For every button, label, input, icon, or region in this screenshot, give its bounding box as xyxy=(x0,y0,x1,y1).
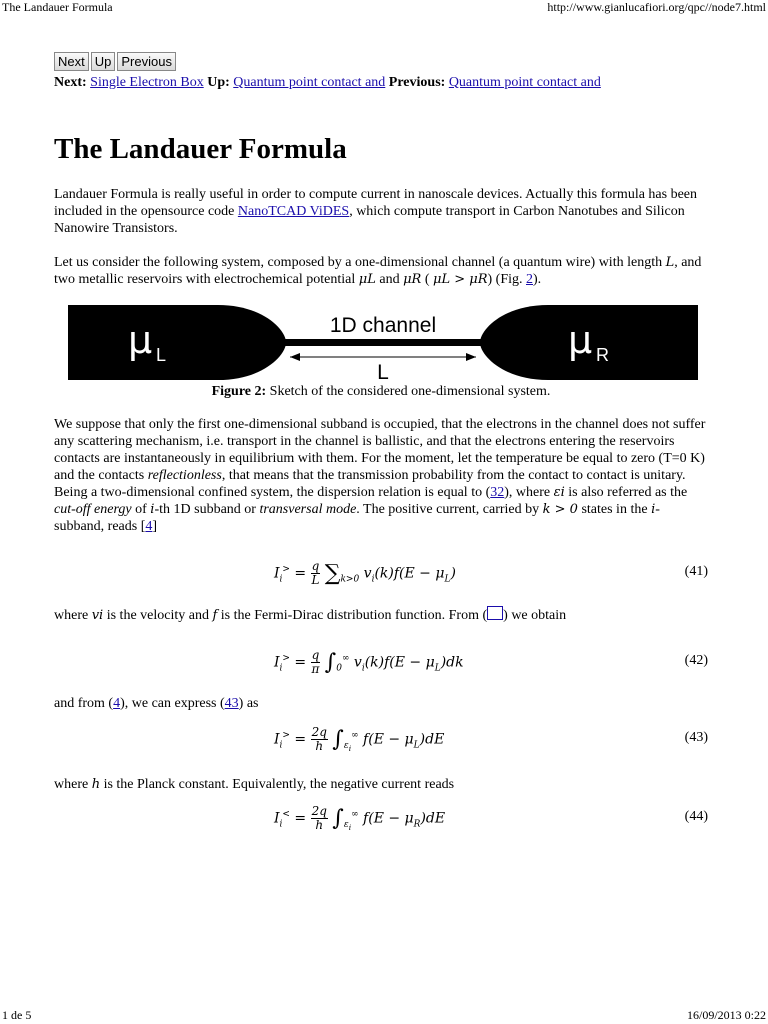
left-reservoir xyxy=(68,305,286,380)
channel-wire xyxy=(278,339,488,346)
equation-44-expression: $I_i^<$ = $\frac{2q}{h}$ $\int_{\varepsilon_i}^\infty$ $f(E - \mu_R)dE$ xyxy=(274,804,446,832)
text: where xyxy=(54,608,92,623)
text: is the Planck constant. Equivalently, the negative current reads xyxy=(100,777,455,792)
text: and from ( xyxy=(54,696,114,711)
previous-button[interactable]: Previous xyxy=(117,52,176,71)
page-content xyxy=(54,52,708,845)
math-epsilon-i: εi xyxy=(553,485,565,500)
next-label: Next: xyxy=(54,75,87,90)
text: , which compute transport in Carbon Nanotubes and Silicon Nanowire Transistors. xyxy=(54,204,685,236)
previous-label: Previous: xyxy=(388,75,446,90)
paragraph-planck xyxy=(54,776,708,793)
ref-4-link[interactable]: 4 xyxy=(145,519,153,534)
equation-43-number: (43) xyxy=(684,730,708,745)
text: is the velocity and xyxy=(103,608,213,623)
math-f: f xyxy=(212,608,218,623)
emphasis-reflectionless: reflectionless xyxy=(147,468,222,483)
mu-left-subscript: L xyxy=(156,345,167,365)
paragraph-express xyxy=(54,695,708,712)
math-k-positive: k > 0 xyxy=(542,502,578,517)
nanotcad-vides-link[interactable]: NanoTCAD ViDES xyxy=(237,204,350,219)
paragraph-intro xyxy=(54,186,708,237)
equation-42-number: (42) xyxy=(684,653,708,668)
mu-left-symbol: μ xyxy=(128,318,153,362)
text: ( xyxy=(421,272,434,287)
text: , that means that the transmission probability from the contact to contact is unitary. Being a two-dimensional confined system, the dispersion relation is equal to ( xyxy=(54,468,686,500)
equation-44 xyxy=(54,797,708,845)
paragraph-velocity xyxy=(54,606,708,624)
equation-44-number: (44) xyxy=(684,809,708,824)
up-link[interactable]: Quantum point contact and xyxy=(233,75,386,90)
text: ) we obtain xyxy=(503,608,567,623)
emphasis-cutoff-energy: cut-off energy xyxy=(54,502,132,517)
text: We suppose that only the first one-dimensional subband is occupied, that the electrons in the channel does not suffer any scattering mechanism, i.e. transport in the channel is ballistic, and that the electrons entering the reservoirs contacts are instantaneously in equilibrium with them. For the moment, let the temperature be equal to zero (T=0 K) and the contacts xyxy=(54,417,706,483)
text: . The positive current, carried by xyxy=(356,502,543,517)
mu-right-symbol: μ xyxy=(568,318,593,362)
math-h: h xyxy=(91,777,101,792)
equation-42-expression: $I_i^>$ = $\frac{q}{\pi}$ $\int_0^\infty$ $v_i(k)f(E - \mu_L)dk$ xyxy=(274,648,464,676)
math-muL: μL xyxy=(358,272,376,287)
caption-text: Sketch of the considered one-dimensional system. xyxy=(266,384,551,399)
math-i: i xyxy=(150,502,155,517)
text: states in the xyxy=(577,502,652,517)
paragraph-assumptions xyxy=(54,416,708,535)
text: and xyxy=(375,272,404,287)
text: is the Fermi-Dirac distribution function. From ( xyxy=(217,608,488,623)
text: ) as xyxy=(238,696,259,711)
mu-right-subscript: R xyxy=(596,345,609,365)
math-vi: vi xyxy=(91,608,104,623)
nav-buttons xyxy=(54,52,708,71)
up-label: Up: xyxy=(207,75,230,90)
math-i: i xyxy=(651,502,656,517)
next-link[interactable]: Single Electron Box xyxy=(90,75,204,90)
equation-41 xyxy=(54,552,708,600)
channel-label: 1D channel xyxy=(329,314,437,337)
text: -th 1D subband or xyxy=(154,502,260,517)
text: where xyxy=(54,777,92,792)
text: -subband, reads [ xyxy=(54,502,660,534)
equation-41-number: (41) xyxy=(684,564,708,579)
figure-caption xyxy=(54,384,708,400)
eq-32-link[interactable]: 32 xyxy=(490,485,505,500)
text: ). xyxy=(533,272,542,287)
eq-43-link[interactable]: 43 xyxy=(224,696,239,711)
caption-label: Figure 2: xyxy=(211,384,267,399)
equation-42 xyxy=(54,641,708,689)
length-arrow-right-head xyxy=(466,353,476,361)
up-button[interactable]: Up xyxy=(91,52,116,71)
print-footer xyxy=(0,1008,768,1023)
equation-41-expression: $I_i^>$ = $\frac{q}{L}$ $\sum_{k>0}$ $v_i(k)f(E - \mu_L)$ xyxy=(274,559,456,587)
text: Let us consider the following system, composed by a one-dimensional channel (a quantum wire) with length xyxy=(54,255,666,270)
length-label: L xyxy=(377,361,389,380)
equation-43 xyxy=(54,718,708,766)
emphasis-transversal-mode: transversal mode xyxy=(259,502,357,517)
ref-eq-4-link[interactable]: 4 xyxy=(113,696,121,711)
math-inequality: μL > μR xyxy=(433,272,488,287)
text: , and two metallic reservoirs with electrochemical potential xyxy=(54,255,702,287)
text: is also referred as the xyxy=(564,485,688,500)
figure-1d-system xyxy=(68,305,698,380)
text: ) (Fig. xyxy=(487,272,526,287)
missing-ref-link[interactable] xyxy=(487,606,503,620)
print-header-title: The Landauer Formula xyxy=(2,0,113,14)
print-timestamp: 16/09/2013 0:22 xyxy=(686,1008,766,1022)
text: ] xyxy=(152,519,158,534)
equation-43-expression: $I_i^>$ = $\frac{2q}{h}$ $\int_{\varepsilon_i}^\infty$ $f(E - \mu_L)dE$ xyxy=(274,725,445,753)
print-header xyxy=(0,0,768,15)
print-header-url: http://www.gianlucafiori.org/qpc//node7.html xyxy=(547,0,766,14)
length-arrow-left-head xyxy=(290,353,300,361)
page-count: 1 de 5 xyxy=(2,1008,32,1022)
nav-links xyxy=(54,75,708,91)
figure-sketch xyxy=(68,305,698,380)
figure-2-link[interactable]: 2 xyxy=(526,272,533,287)
page-title: The Landauer Formula xyxy=(54,133,347,165)
math-L: L xyxy=(665,255,675,270)
next-button[interactable]: Next xyxy=(54,52,89,71)
previous-link[interactable]: Quantum point contact and xyxy=(448,75,601,90)
text: ), where xyxy=(504,485,554,500)
math-muR: μR xyxy=(403,272,422,287)
text: of xyxy=(131,502,151,517)
text: ), we can express ( xyxy=(120,696,225,711)
paragraph-system xyxy=(54,254,708,288)
text: Landauer Formula is really useful in order to compute current in nanoscale devices. Actually this formula has been included in the opensource code xyxy=(54,187,698,219)
